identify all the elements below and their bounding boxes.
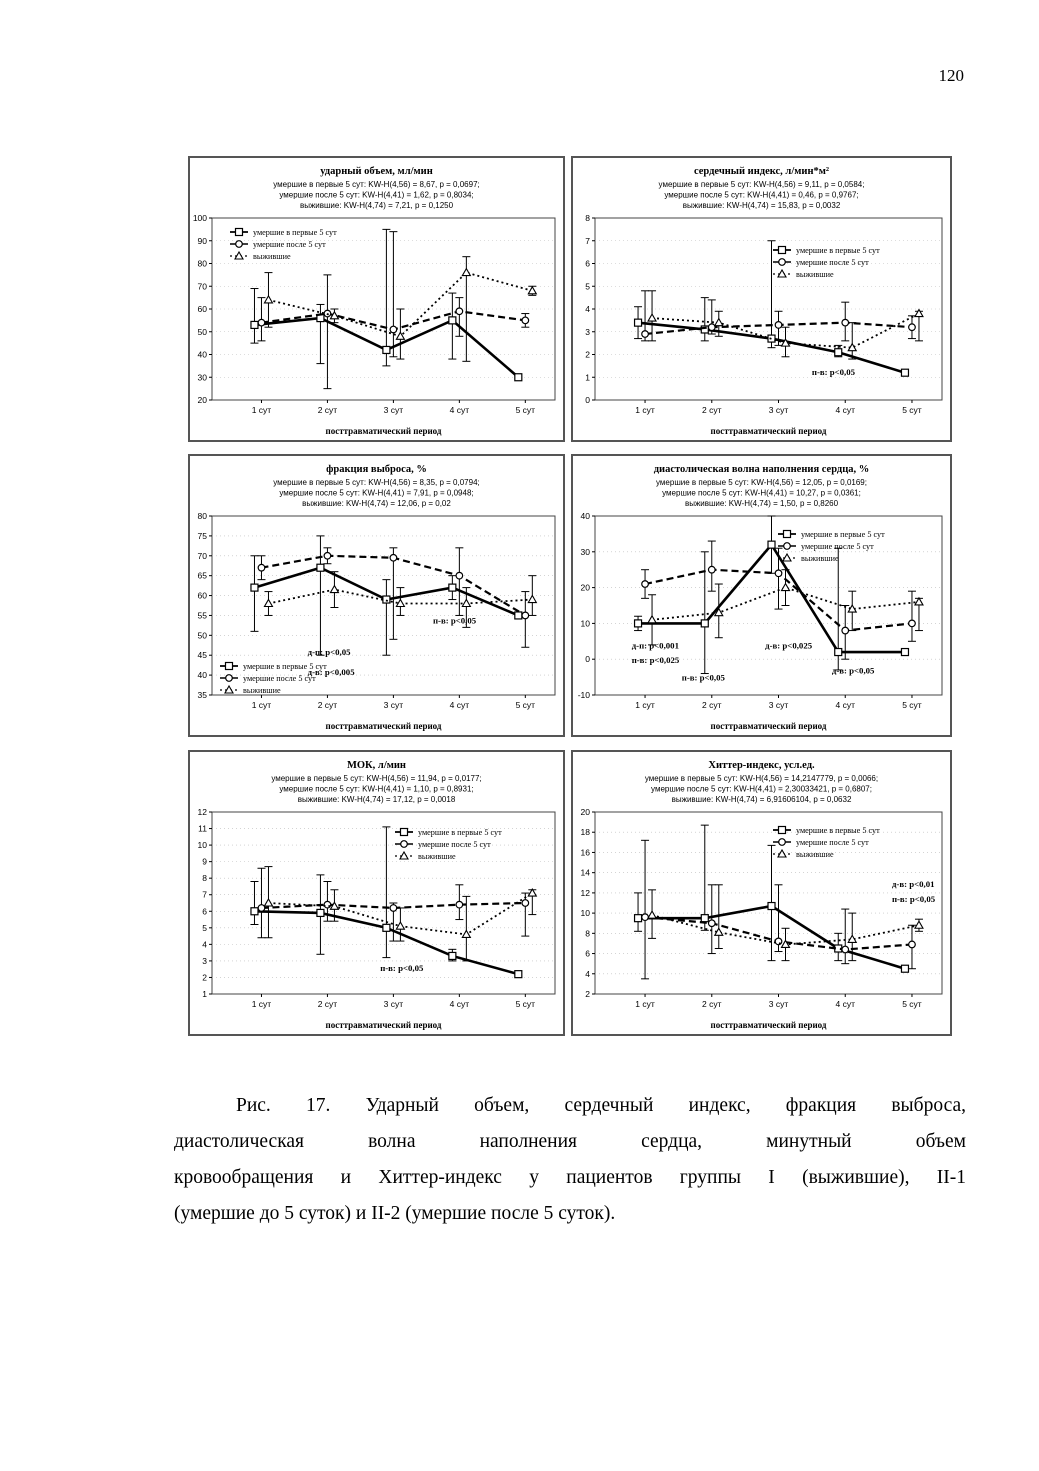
y-tick-label: 12: [197, 807, 207, 817]
y-tick-label: 80: [197, 258, 207, 269]
legend-label: умершие в первые 5 сут: [796, 826, 880, 835]
data-point: [648, 616, 656, 623]
data-point: [708, 324, 715, 331]
y-tick-label: 1: [202, 989, 207, 999]
y-tick-label: 70: [197, 550, 207, 561]
y-tick-label: 7: [585, 235, 590, 246]
y-tick-label: 9: [202, 856, 207, 867]
page-number: 120: [938, 66, 964, 85]
y-tick-label: 60: [197, 304, 207, 314]
data-point: [835, 649, 842, 656]
chart-svg-2: [190, 456, 563, 735]
chart-subtitle-line: умершие после 5 сут: KW-H(4,41) = 10,27, p = 0,0361;: [662, 488, 861, 498]
x-tick-label: 5 сут: [902, 405, 922, 415]
data-point: [317, 909, 324, 916]
figure-caption: [174, 1088, 966, 1232]
data-point: [901, 965, 908, 972]
chart-svg-5: [573, 752, 950, 1034]
data-point: [909, 324, 916, 331]
legend-label: выжившие: [796, 270, 834, 279]
data-point: [768, 541, 775, 548]
data-point: [909, 941, 916, 948]
data-point: [642, 914, 649, 921]
data-point: [396, 922, 404, 929]
chart-subtitle-line: выжившие: KW-H(4,74) = 17,12, p = 0,0018: [297, 795, 456, 804]
x-tick-label: 2 сут: [702, 700, 722, 710]
chart-subtitle-line: умершие в первые 5 сут: KW-H(4,56) = 14,2147779, p = 0,0066;: [644, 774, 879, 783]
x-tick-label: 4 сут: [835, 999, 855, 1009]
x-tick-label: 5 сут: [515, 999, 536, 1009]
data-point: [901, 369, 908, 376]
data-point: [251, 584, 258, 591]
chart-subtitle-line: выжившие: KW-H(4,74) = 12,06, p = 0,02: [302, 499, 451, 508]
data-point: [449, 317, 456, 324]
legend-marker: [779, 827, 786, 834]
chart-subtitle-line: умершие в первые 5 сут: KW-H(4,56) = 8,67, p = 0,0697;: [273, 180, 480, 189]
chart-subtitle-line: умершие после 5 сут: KW-H(4,41) = 0,46, p = 0,9767;: [664, 190, 859, 200]
chart-title: Хиттер-индекс, усл.ед.: [708, 760, 815, 771]
chart-diastolic-filling-wave: [571, 454, 952, 737]
chart-subtitle-line: умершие в первые 5 сут: KW-H(4,56) = 9,11, p = 0,0584;: [658, 180, 865, 189]
legend-label: умершие после 5 сут: [253, 240, 326, 249]
y-tick-label: 45: [197, 650, 207, 661]
chart-title: ударный объем, мл/мин: [320, 166, 433, 177]
legend-label: выжившие: [796, 850, 834, 859]
legend-label: умершие в первые 5 сут: [253, 228, 337, 237]
y-tick-label: 6: [585, 258, 590, 269]
data-point: [462, 930, 470, 937]
significance-annotation: д-в: р<0,05: [831, 665, 875, 676]
significance-annotation: д-в: р<0,01: [891, 878, 935, 889]
data-point: [515, 971, 522, 978]
data-point: [449, 584, 456, 591]
series-square: [634, 825, 908, 972]
legend-label: умершие в первые 5 сут: [801, 530, 885, 539]
series-square: [250, 229, 521, 380]
legend-label: умершие в первые 5 сут: [796, 246, 880, 255]
y-tick-label: 8: [585, 928, 590, 939]
x-tick-label: 2 сут: [702, 999, 722, 1009]
significance-annotation: п-в: р<0,025: [631, 654, 680, 665]
data-point: [251, 908, 258, 915]
data-point: [528, 596, 536, 603]
data-point: [701, 915, 708, 922]
data-point: [390, 554, 397, 561]
x-axis-label: посттравматический период: [710, 1020, 827, 1030]
significance-annotation: д-в: р<0,005: [307, 667, 355, 678]
series-triangle: [264, 572, 536, 628]
data-point: [635, 915, 642, 922]
series-triangle: [264, 257, 536, 362]
data-point: [642, 331, 649, 338]
legend-marker: [779, 247, 786, 254]
y-tick-label: 100: [192, 213, 207, 223]
y-tick-label: 16: [580, 847, 590, 858]
data-point: [768, 903, 775, 910]
data-point: [642, 581, 649, 588]
x-tick-label: 2 сут: [317, 999, 338, 1009]
chart-subtitle-line: выжившие: KW-H(4,74) = 7,21, p = 0,1250: [299, 201, 454, 210]
x-tick-label: 5 сут: [515, 405, 536, 415]
y-tick-label: 5: [202, 922, 207, 933]
y-tick-label: 10: [580, 908, 590, 919]
chart-svg-3: [573, 456, 950, 735]
chart-subtitle-line: выжившие: KW-H(4,74) = 15,83, p = 0,0032: [682, 201, 841, 210]
caption-line-2: диастолическая волна наполнения сердца, минутный объем: [174, 1131, 966, 1152]
y-tick-label: 90: [197, 235, 207, 246]
significance-annotation: п-в: р<0,05: [681, 672, 725, 683]
x-tick-label: 4 сут: [835, 405, 855, 415]
caption-line-1: Рис. 17. Ударный объем, сердечный индекс, фракция выброса,: [236, 1095, 966, 1116]
legend-label: умершие после 5 сут: [796, 838, 869, 847]
x-tick-label: 3 сут: [383, 999, 404, 1009]
data-point: [462, 269, 470, 276]
data-point: [909, 620, 916, 627]
y-tick-label: 4: [202, 939, 207, 950]
data-point: [264, 899, 272, 906]
legend-label: умершие в первые 5 сут: [418, 828, 502, 837]
x-axis-label: посттравматический период: [325, 721, 442, 731]
legend-label: выжившие: [801, 554, 839, 563]
data-point: [515, 374, 522, 381]
y-tick-label: -10: [577, 690, 590, 700]
y-tick-label: 60: [197, 590, 207, 601]
chart-title: МОК, л/мин: [346, 760, 407, 771]
y-tick-label: 1: [585, 372, 590, 383]
data-point: [708, 566, 715, 573]
data-point: [835, 349, 842, 356]
caption-line-4: (умершие до 5 суток) и II-2 (умершие после 5 суток).: [174, 1203, 616, 1224]
y-tick-label: 65: [197, 570, 207, 581]
x-tick-label: 4 сут: [449, 999, 470, 1009]
data-point: [528, 287, 536, 294]
x-tick-label: 2 сут: [317, 405, 338, 415]
x-tick-label: 1 сут: [251, 700, 272, 710]
data-point: [324, 552, 331, 559]
data-point: [258, 319, 265, 326]
y-tick-label: 6: [202, 906, 207, 917]
data-point: [251, 321, 258, 328]
y-tick-label: 6: [585, 948, 590, 959]
chart-title: диастолическая волна наполнения сердца, %: [653, 464, 870, 475]
y-tick-label: 4: [585, 304, 590, 314]
y-tick-label: 18: [580, 827, 590, 838]
data-point: [842, 946, 849, 953]
x-axis-label: посттравматический период: [325, 1020, 442, 1030]
x-tick-label: 1 сут: [251, 999, 272, 1009]
legend-label: умершие после 5 сут: [796, 258, 869, 267]
chart-title: сердечный индекс, л/мин*м²: [693, 166, 830, 177]
x-axis-label: посттравматический период: [710, 426, 827, 436]
legend-label: выжившие: [243, 686, 281, 695]
significance-annotation: д-п: р<0,05: [307, 647, 351, 658]
data-point: [775, 570, 782, 577]
data-point: [456, 308, 463, 315]
chart-hitter-index: [571, 750, 952, 1036]
chart-svg-4: [190, 752, 563, 1034]
data-point: [648, 911, 656, 918]
series-triangle: [648, 570, 923, 645]
series-circle: [641, 840, 916, 979]
y-tick-label: 3: [585, 326, 590, 337]
legend-marker: [401, 829, 408, 836]
legend-marker: [226, 675, 233, 682]
chart-subtitle-line: выжившие: KW-H(4,74) = 6,91606104, p = 0,0632: [671, 795, 852, 804]
series-triangle: [648, 885, 923, 961]
series-square: [250, 827, 521, 978]
x-tick-label: 1 сут: [635, 405, 655, 415]
y-tick-label: 2: [585, 349, 590, 360]
y-tick-label: 5: [585, 281, 590, 292]
significance-annotation: п-в: р<0,05: [891, 893, 936, 904]
y-tick-label: 2: [202, 972, 207, 983]
y-tick-label: 7: [202, 889, 207, 900]
x-tick-label: 4 сут: [449, 700, 470, 710]
x-tick-label: 5 сут: [515, 700, 536, 710]
data-point: [915, 921, 923, 928]
data-point: [390, 905, 397, 912]
chart-subtitle-line: умершие после 5 сут: KW-H(4,41) = 2,30033421, p = 0,6807;: [651, 784, 872, 794]
x-tick-label: 3 сут: [768, 700, 789, 710]
data-point: [635, 620, 642, 627]
data-point: [775, 322, 782, 329]
y-tick-label: 50: [197, 326, 207, 337]
chart-subtitle-line: умершие после 5 сут: KW-H(4,41) = 1,10, p = 0,8931;: [279, 784, 474, 794]
x-tick-label: 1 сут: [251, 405, 272, 415]
legend-marker: [236, 229, 243, 236]
y-tick-label: 40: [580, 511, 590, 521]
significance-annotation: д-п: р<0,001: [631, 640, 679, 651]
data-point: [258, 905, 265, 912]
y-tick-label: 40: [197, 349, 207, 360]
x-tick-label: 1 сут: [635, 999, 655, 1009]
data-point: [264, 600, 272, 607]
legend-label: выжившие: [253, 252, 291, 261]
x-tick-label: 2 сут: [317, 700, 338, 710]
legend-marker: [784, 531, 791, 538]
chart-cardiac-index: [571, 156, 952, 442]
data-point: [383, 346, 390, 353]
significance-annotation: п-в: р<0,05: [432, 615, 477, 626]
legend-marker: [779, 259, 786, 266]
data-point: [842, 319, 849, 326]
y-tick-label: 0: [585, 395, 590, 405]
y-tick-label: 20: [197, 395, 207, 405]
data-point: [390, 326, 397, 333]
x-tick-label: 2 сут: [702, 405, 722, 415]
x-tick-label: 3 сут: [768, 405, 789, 415]
legend-marker: [226, 663, 233, 670]
chart-title: фракция выброса, %: [326, 464, 427, 475]
data-point: [449, 952, 456, 959]
data-point: [456, 901, 463, 908]
legend-label: умершие в первые 5 сут: [243, 662, 327, 671]
data-point: [915, 310, 923, 317]
y-tick-label: 0: [585, 654, 590, 665]
y-tick-label: 8: [202, 873, 207, 884]
data-point: [708, 920, 715, 927]
data-point: [842, 627, 849, 634]
y-tick-label: 35: [197, 690, 207, 700]
series-circle: [257, 232, 529, 389]
y-tick-label: 8: [585, 213, 590, 223]
series-circle: [641, 291, 916, 346]
y-tick-label: 20: [580, 582, 590, 593]
chart-subtitle-line: умершие в первые 5 сут: KW-H(4,56) = 8,35, p = 0,0794;: [273, 478, 480, 487]
legend-marker: [779, 839, 786, 846]
y-tick-label: 30: [197, 372, 207, 383]
data-point: [317, 564, 324, 571]
y-tick-label: 80: [197, 511, 207, 521]
x-tick-label: 5 сут: [902, 999, 922, 1009]
chart-subtitle-line: умершие после 5 сут: KW-H(4,41) = 7,91, p = 0,0948;: [279, 488, 474, 498]
x-tick-label: 3 сут: [383, 405, 404, 415]
x-tick-label: 4 сут: [835, 700, 855, 710]
chart-ejection-fraction: [188, 454, 565, 737]
caption-line-3: кровообращения и Хиттер-индекс у пациентов группы I (выжившие), II-1: [174, 1167, 966, 1188]
significance-annotation: п-в: р<0,05: [811, 366, 856, 377]
legend-marker: [236, 241, 243, 248]
legend-label: выжившие: [418, 852, 456, 861]
data-point: [915, 598, 923, 605]
chart-svg-0: [190, 158, 563, 440]
data-point: [701, 620, 708, 627]
y-tick-label: 12: [580, 887, 590, 898]
y-tick-label: 4: [585, 968, 590, 979]
y-tick-label: 20: [580, 807, 590, 817]
x-tick-label: 4 сут: [449, 405, 470, 415]
data-point: [330, 586, 338, 593]
data-point: [522, 317, 529, 324]
y-tick-label: 30: [580, 546, 590, 557]
y-tick-label: 10: [580, 618, 590, 629]
y-tick-label: 3: [202, 955, 207, 966]
data-point: [264, 296, 272, 303]
legend-label: умершие после 5 сут: [243, 674, 316, 683]
y-tick-label: 70: [197, 281, 207, 292]
y-tick-label: 2: [585, 989, 590, 999]
data-point: [522, 900, 529, 907]
data-point: [522, 612, 529, 619]
data-point: [715, 319, 723, 326]
chart-cardiac-output: [188, 750, 565, 1036]
data-point: [901, 649, 908, 656]
x-tick-label: 3 сут: [768, 999, 789, 1009]
series-square: [250, 536, 521, 658]
x-tick-label: 5 сут: [902, 700, 922, 710]
x-tick-label: 1 сут: [635, 700, 655, 710]
data-point: [635, 319, 642, 326]
y-tick-label: 11: [198, 823, 207, 834]
y-tick-label: 50: [197, 630, 207, 641]
legend-label: умершие после 5 сут: [418, 840, 491, 849]
legend-marker: [401, 841, 408, 848]
x-tick-label: 3 сут: [383, 700, 404, 710]
y-tick-label: 75: [197, 530, 207, 541]
chart-subtitle-line: выжившие: KW-H(4,74) = 1,50, p = 0,8260: [684, 499, 839, 508]
y-tick-label: 10: [197, 840, 207, 851]
data-point: [456, 572, 463, 579]
chart-subtitle-line: умершие в первые 5 сут: KW-H(4,56) = 11,94, p = 0,0177;: [271, 774, 482, 783]
x-axis-label: посттравматический период: [710, 721, 827, 731]
data-point: [258, 564, 265, 571]
legend-marker: [784, 543, 791, 550]
y-tick-label: 55: [197, 610, 207, 621]
data-point: [515, 612, 522, 619]
y-tick-label: 40: [197, 670, 207, 681]
data-point: [782, 584, 790, 591]
y-tick-label: 14: [580, 867, 590, 878]
chart-svg-1: [573, 158, 950, 440]
x-axis-label: посттравматический период: [325, 426, 442, 436]
data-point: [648, 314, 656, 321]
figure-17: [188, 156, 952, 1036]
legend-label: умершие после 5 сут: [801, 542, 874, 551]
data-point: [462, 600, 470, 607]
series-circle: [257, 868, 529, 941]
chart-stroke-volume: [188, 156, 565, 442]
chart-subtitle-line: умершие в первые 5 сут: KW-H(4,56) = 12,05, p = 0,0169;: [656, 478, 867, 487]
significance-annotation: п-в: р<0,05: [380, 962, 424, 973]
data-point: [383, 924, 390, 931]
data-point: [383, 596, 390, 603]
significance-annotation: д-в: р<0,025: [765, 640, 813, 651]
chart-subtitle-line: умершие после 5 сут: KW-H(4,41) = 1,62, p = 0,8034;: [279, 190, 474, 200]
